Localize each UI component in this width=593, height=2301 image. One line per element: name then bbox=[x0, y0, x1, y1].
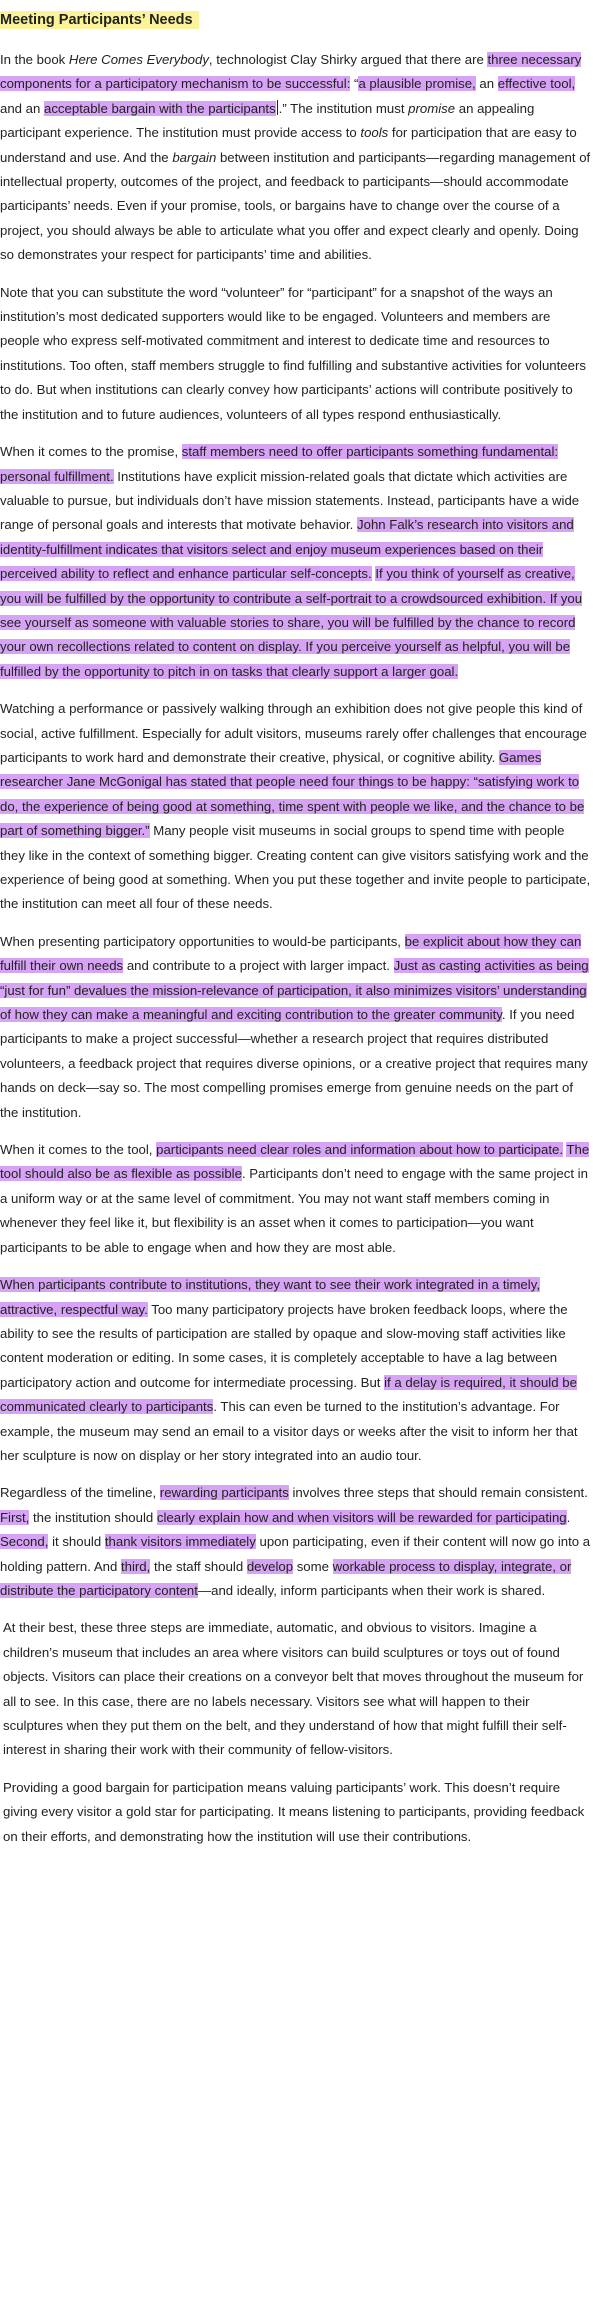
paragraph-list bbox=[0, 48, 593, 1849]
highlighted-passage[interactable]: a plausible promise, bbox=[358, 76, 476, 92]
text-run: and contribute to a project with larger impact. bbox=[123, 958, 394, 974]
highlighted-passage[interactable]: develop bbox=[246, 1558, 294, 1574]
highlighted-passage[interactable]: participants need clear roles and information about how to participate. bbox=[156, 1142, 563, 1158]
text-run: upon participating, even if their content will now go into a holding pattern. And bbox=[0, 1534, 591, 1574]
text-run: Regardless of the timeline, bbox=[0, 1485, 160, 1501]
text-run: . Participants don’t need to engage with the same project in a uniform way or at the same level of commitment. You may not want staff members coming in whenever they feel like it, but flexibility is an asset when it comes to participation—you want participants to be able to engage when and how they are most able. bbox=[0, 1166, 588, 1255]
text-run: In the book bbox=[0, 52, 69, 67]
paragraph bbox=[0, 697, 593, 917]
text-run: an bbox=[475, 76, 498, 92]
paragraph bbox=[0, 48, 593, 268]
text-run: .” The institution must bbox=[278, 100, 409, 116]
text-run: it should bbox=[48, 1534, 105, 1550]
highlighted-passage[interactable]: If you think of yourself as creative, you will be fulfilled by the opportunity to contribute a self-portrait to a crowdsourced exhibition. If you see yourself as someone with valuable stories to share, you will be fulfilled by the chance to record your own recollections related to content on display. If you perceive yourself as helpful, you will be fulfilled by the opportunity to pitch in on tasks that clearly support a larger goal. bbox=[0, 566, 583, 679]
text-run: At their best, these three steps are immediate, automatic, and obvious to visitors. Imagine a children’s museum that includes an area where visitors can build sculptures or toys out of found objects. Visitors can place their creations on a conveyor belt that moves throughout the museum for all to see. In this case, there are no labels necessary. Visitors see what will happen to their sculptures when they put them on the belt, and they understand of how that might fulfill their self-interest in sharing their work with their community of fellow-visitors. bbox=[3, 1620, 584, 1758]
highlighted-passage[interactable]: if a delay is required, it should be communicated clearly to participants bbox=[0, 1374, 577, 1415]
italic-text: promise bbox=[408, 100, 456, 116]
text-run: When it comes to the tool, bbox=[0, 1142, 157, 1158]
text-run: some bbox=[293, 1558, 333, 1574]
paragraph bbox=[0, 1616, 593, 1762]
italic-text: Here Comes Everybody bbox=[68, 52, 209, 67]
text-cursor bbox=[277, 100, 278, 115]
highlighted-passage[interactable]: third, bbox=[120, 1558, 151, 1574]
italic-text: bargain bbox=[172, 149, 217, 165]
highlighted-passage[interactable]: workable process to display, integrate, or distribute the participatory content bbox=[0, 1558, 572, 1598]
highlighted-passage[interactable]: thank visitors immediately bbox=[104, 1534, 256, 1550]
italic-text: tools bbox=[360, 125, 389, 141]
highlighted-passage[interactable]: First, bbox=[0, 1509, 30, 1525]
paragraph bbox=[0, 1481, 593, 1603]
highlighted-passage[interactable]: be explicit about how they can fulfill their own needs bbox=[0, 933, 582, 974]
section-title-text: Meeting Participants’ Needs bbox=[0, 11, 199, 29]
paragraph bbox=[0, 1273, 593, 1468]
text-run: between institution and participants—regarding management of intellectual property, outcomes of the project, and feedback to participants—should accommodate participants’ needs. Even if your promise, tools, or bargains have to change over the course of a project, you should always be able to articulate what you offer and expect clearly and openly. Doing so demonstrates your respect for participants’ time and abilities. bbox=[0, 149, 591, 263]
text-run: Too many participatory projects have broken feedback loops, where the ability to see the results of participation are stalled by opaque and slow-moving staff activities like content moderation or editing. In some cases, it is completely acceptable to have a lag between participatory action and outcome for intermediate processing. But bbox=[0, 1301, 568, 1390]
highlighted-passage[interactable]: The tool should also be as flexible as possible bbox=[0, 1142, 590, 1182]
text-run: involves three steps that should remain consistent. bbox=[288, 1485, 588, 1501]
text-run: Many people visit museums in social groups to spend time with people they like in the context of something bigger. Creating content can give visitors satisfying work and the experience of being good at something. When you put these together and invite people to participate, the institution can meet all four of these needs. bbox=[0, 823, 591, 912]
document-body bbox=[0, 8, 593, 1862]
paragraph bbox=[0, 281, 593, 427]
text-run: for participation that are easy to understand and use. And the bbox=[0, 125, 577, 165]
highlighted-passage[interactable]: three necessary components for a participatory mechanism to be successful: bbox=[0, 52, 582, 92]
highlighted-passage[interactable]: Games researcher Jane McGonigal has stated that people need four things to be happy: “satisfying work to do, the experience of being good at something, time spent with people we like, and the chance to be part of something bigger.” bbox=[0, 749, 585, 839]
highlighted-passage[interactable]: When participants contribute to institutions, they want to see their work integrated in a timely, attractive, respectful way. bbox=[0, 1277, 540, 1317]
paragraph bbox=[0, 930, 593, 1125]
text-run: . This can even be turned to the institution’s advantage. For example, the museum may send an email to a visitor days or weeks after the visit to inform her that her sculpture is now on display or her story integrated into an audio tour. bbox=[0, 1399, 578, 1463]
text-run: , technologist Clay Shirky argued that there are bbox=[208, 52, 488, 67]
highlighted-passage[interactable]: rewarding participants bbox=[159, 1485, 289, 1501]
text-run: Note that you can substitute the word “volunteer” for “participant” for a snapshot of the ways an institution’s most dedicated supporters would like to be engaged. Volunteers and members are people who express self-motivated commitment and interest to dedicate time and resources to institutions. Too often, staff members struggle to find fulfilling and substantive activities for volunteers to do. But when institutions can clearly convey how participants’ actions will contribute positively to the institution and to future audiences, volunteers of all types respond enthusiastically. bbox=[0, 284, 586, 422]
text-run: . bbox=[566, 1509, 571, 1525]
highlighted-passage[interactable]: Second, bbox=[0, 1534, 49, 1550]
text-run: When it comes to the promise, bbox=[0, 444, 182, 460]
text-run: and an bbox=[0, 100, 44, 116]
highlighted-passage[interactable]: John Falk’s research into visitors and identity-fulfillment indicates that visitors select and enjoy museum experiences based on their perceived ability to reflect and enhance particular self-concepts. bbox=[0, 517, 574, 582]
text-run: “ bbox=[350, 76, 359, 92]
paragraph bbox=[0, 1138, 593, 1260]
section-title bbox=[0, 8, 593, 32]
highlighted-passage[interactable]: acceptable bargain with the participants bbox=[44, 100, 276, 116]
highlighted-passage[interactable]: staff members need to offer participants something fundamental: personal fulfillment. bbox=[0, 444, 559, 484]
text-run: . If you need participants to make a project successful—whether a research project that requires distributed volunteers, a feedback project that requires diverse opinions, or a creative project that requires many hands on deck—say so. The most compelling promises emerge from genuine needs on the part of the institution. bbox=[0, 1007, 588, 1120]
text-run: Providing a good bargain for participation means valuing participants’ work. This doesn’t require giving every visitor a gold star for participating. It means listening to participants, providing feedback on their efforts, and demonstrating how the institution will use their contributions. bbox=[3, 1779, 585, 1844]
text-run: Institutions have explicit mission-related goals that dictate which activities are valuable to pursue, but individuals don’t have mission statements. Instead, participants have a wide range of personal goals and interests that motivate behavior. bbox=[0, 468, 580, 533]
highlighted-passage[interactable]: Just as casting activities as being “just for fun” devalues the mission-relevance of participation, it also minimizes visitors’ understanding of how they can make a meaningful and exciting contribution to the greater community bbox=[0, 958, 589, 1023]
paragraph bbox=[0, 1776, 593, 1849]
text-run: an appealing participant experience. The institution must provide access to bbox=[0, 100, 535, 141]
text-run: —and ideally, inform participants when their work is shared. bbox=[197, 1582, 546, 1598]
text-run: When presenting participatory opportunities to would-be participants, bbox=[0, 933, 405, 949]
text-run: the staff should bbox=[150, 1558, 247, 1574]
text-run: Watching a performance or passively walking through an exhibition does not give people this kind of social, active fulfillment. Especially for adult visitors, museums rarely offer challenges that encourage participants to work hard and demonstrate their creative, physical, or cognitive ability. bbox=[0, 701, 587, 765]
text-run: the institution should bbox=[29, 1509, 157, 1525]
highlighted-passage[interactable]: clearly explain how and when visitors will be rewarded for participating bbox=[156, 1509, 567, 1525]
paragraph bbox=[0, 440, 593, 684]
highlighted-passage[interactable]: effective tool, bbox=[497, 76, 576, 92]
